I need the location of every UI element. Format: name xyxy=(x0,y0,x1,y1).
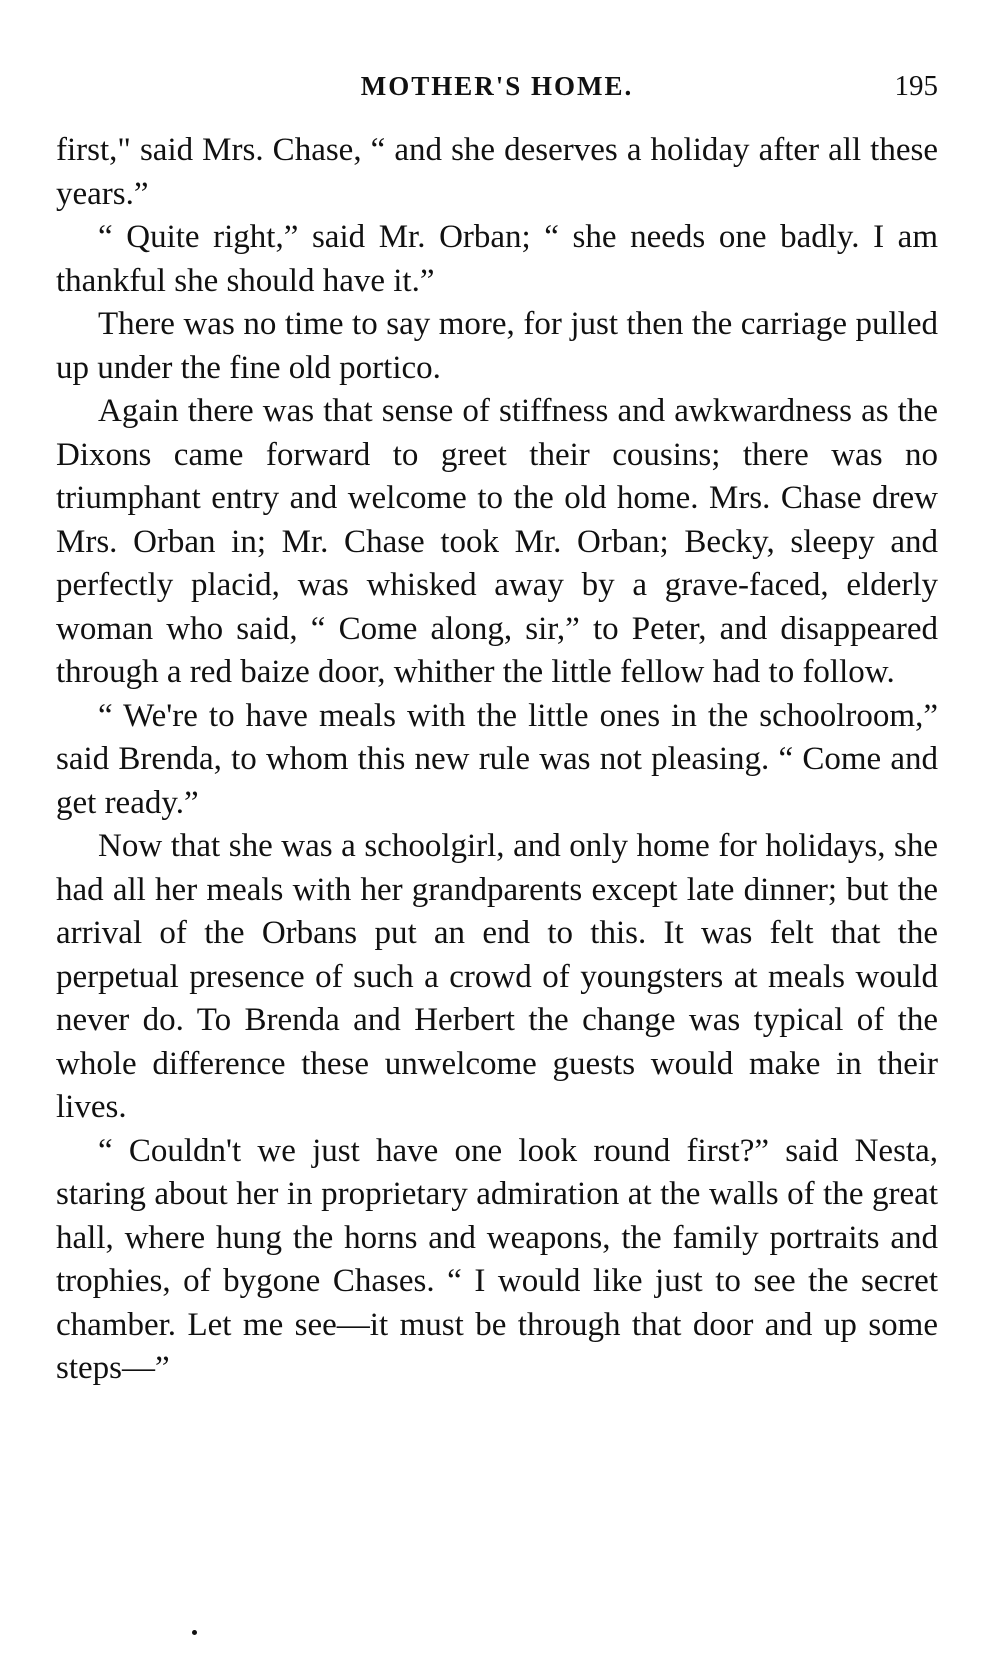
paragraph: first," said Mrs. Chase, “ and she deserves a holiday after all these years.” xyxy=(56,132,938,212)
paragraph: There was no time to say more, for just then the carriage pulled up under the fine old portico. xyxy=(56,306,938,386)
page-header xyxy=(56,62,938,110)
paragraph: Again there was that sense of stiffness and awkwardness as the Dixons came forward to greet their cousins; there was no triumphant entry and welcome to the old home. Mrs. Chase drew Mrs. Orban in; Mr. Chase took Mr. Orban; Becky, sleepy and perfectly placid, was whisked away by a grave-faced, elderly woman who said, “ Come along, sir,” to Peter, and disappeared through a red baize door, whither the little fellow had to follow. xyxy=(56,393,938,690)
running-head: MOTHER'S HOME. xyxy=(360,71,634,101)
paragraph: Now that she was a schoolgirl, and only home for holidays, she had all her meals with her grandparents except late dinner; but the arrival of the Orbans put an end to this. It was felt that the perpetual presence of such a crowd of youngsters at meals would never do. To Brenda and Herbert the change was typical of the whole difference these unwelcome guests would make in their lives. xyxy=(56,828,938,1125)
page-number: 195 xyxy=(894,70,938,102)
paragraph: “ Quite right,” said Mr. Orban; “ she needs one badly. I am thankful she should have it.” xyxy=(56,219,938,299)
ink-speck xyxy=(192,1630,197,1635)
body-text xyxy=(56,129,938,1391)
paragraph: “ Couldn't we just have one look round first?” said Nesta, staring about her in proprietary admiration at the walls of the great hall, where hung the horns and weapons, the family portraits and trophies, of bygone Chases. “ I would like just to see the secret chamber. Let me see—it must be through that door and up some steps—” xyxy=(56,1132,938,1386)
paragraph: “ We're to have meals with the little ones in the schoolroom,” said Brenda, to whom this new rule was not pleasing. “ Come and get ready.” xyxy=(56,697,938,821)
